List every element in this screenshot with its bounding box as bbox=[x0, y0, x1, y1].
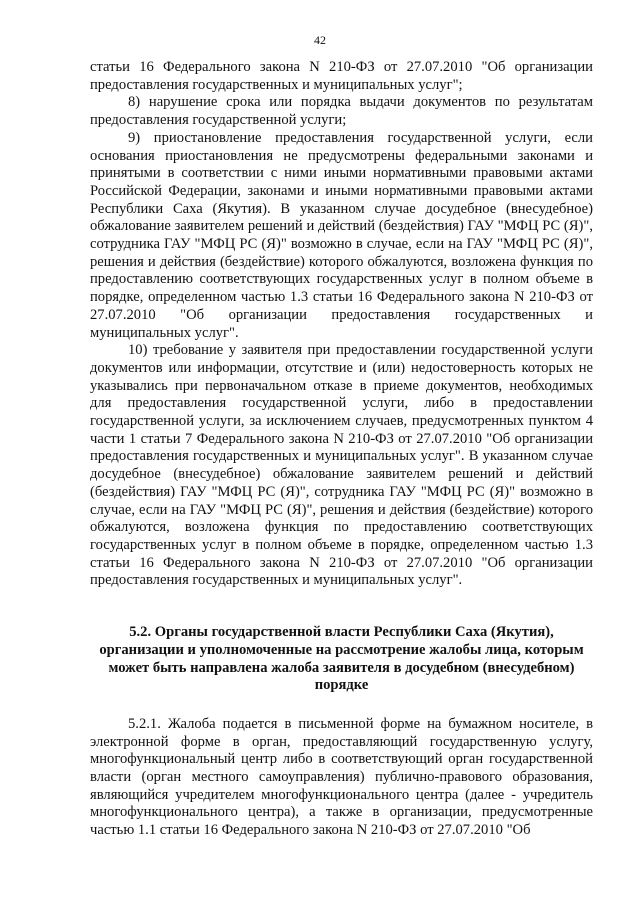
paragraph: 10) требование у заявителя при предоставлении государственной услуги документов или информации, отсутствие и (или) недостоверность которых не указывались при первоначальном отказе в приеме документов, необходимых для предоставления государственной услуги, либо в предоставлении государственной услуги, за исключением случаев, предусмотренных пунктом 4 части 1 статьи 7 Федерального закона N 210-ФЗ от 27.07.2010 "Об организации предоставления государственных и муниципальных услуг". В указанном случае досудебное (внесудебное) обжалование заявителем решений и действий (бездействия) ГАУ "МФЦ РС (Я)", сотрудника ГАУ "МФЦ РС (Я)" возможно в случае, если на ГАУ "МФЦ РС (Я)", решения и действия (бездействие) которого обжалуются, возложена функция по предоставлению соответствующих государственных услуг в полном объеме в порядке, определенном частью 1.3 статьи 16 Федерального закона N 210-ФЗ от 27.07.2010 "Об организации предоставления государственных и муниципальных услуг". bbox=[90, 342, 593, 589]
paragraph: 8) нарушение срока или порядка выдачи документов по результатам предоставления государственной услуги; bbox=[90, 94, 593, 129]
paragraph: статьи 16 Федерального закона N 210-ФЗ от 27.07.2010 "Об организации предоставления государственных и муниципальных услуг"; bbox=[90, 59, 593, 93]
paragraph: 9) приостановление предоставления государственной услуги, если основания приостановления не предусмотрены федеральными законами и принятыми в соответствии с ними иными нормативными правовыми актами Российской Федерации, законами и иными нормативными правовыми актами Республики Саха (Якутия). В указанном случае досудебное (внесудебное) обжалование заявителем решений и действий (бездействия) ГАУ "МФЦ РС (Я)", сотрудника ГАУ "МФЦ РС (Я)" возможно в случае, если на ГАУ "МФЦ РС (Я)", решения и действия (бездействие) которого обжалуются, возложена функция по предоставлению соответствующих государственных услуг в полном объеме в порядке, определенном частью 1.3 статьи 16 Федерального закона N 210-ФЗ от 27.07.2010 "Об организации предоставления государственных и муниципальных услуг". bbox=[90, 129, 593, 341]
page-number: 42 bbox=[314, 33, 326, 47]
paragraph: 5.2.1. Жалоба подается в письменной форме на бумажном носителе, в электронной форме в орган, предоставляющий государственную услугу, многофункциональный центр либо в соответствующий орган государственной власти (орган местного самоуправления) публично-правового образования, являющийся учредителем многофункционального центра (далее - учредитель многофункционального центра), а также в организации, предусмотренные частью 1.1 статьи 16 Федерального закона N 210-ФЗ от 27.07.2010 "Об bbox=[90, 715, 593, 839]
section-heading: 5.2. Органы государственной власти Республики Саха (Якутия), организации и уполномоченные на рассмотрение жалобы лица, которым может быть направлена жалоба заявителя в досудебном (внесудебном) порядке bbox=[99, 624, 584, 694]
document-body bbox=[90, 59, 593, 840]
